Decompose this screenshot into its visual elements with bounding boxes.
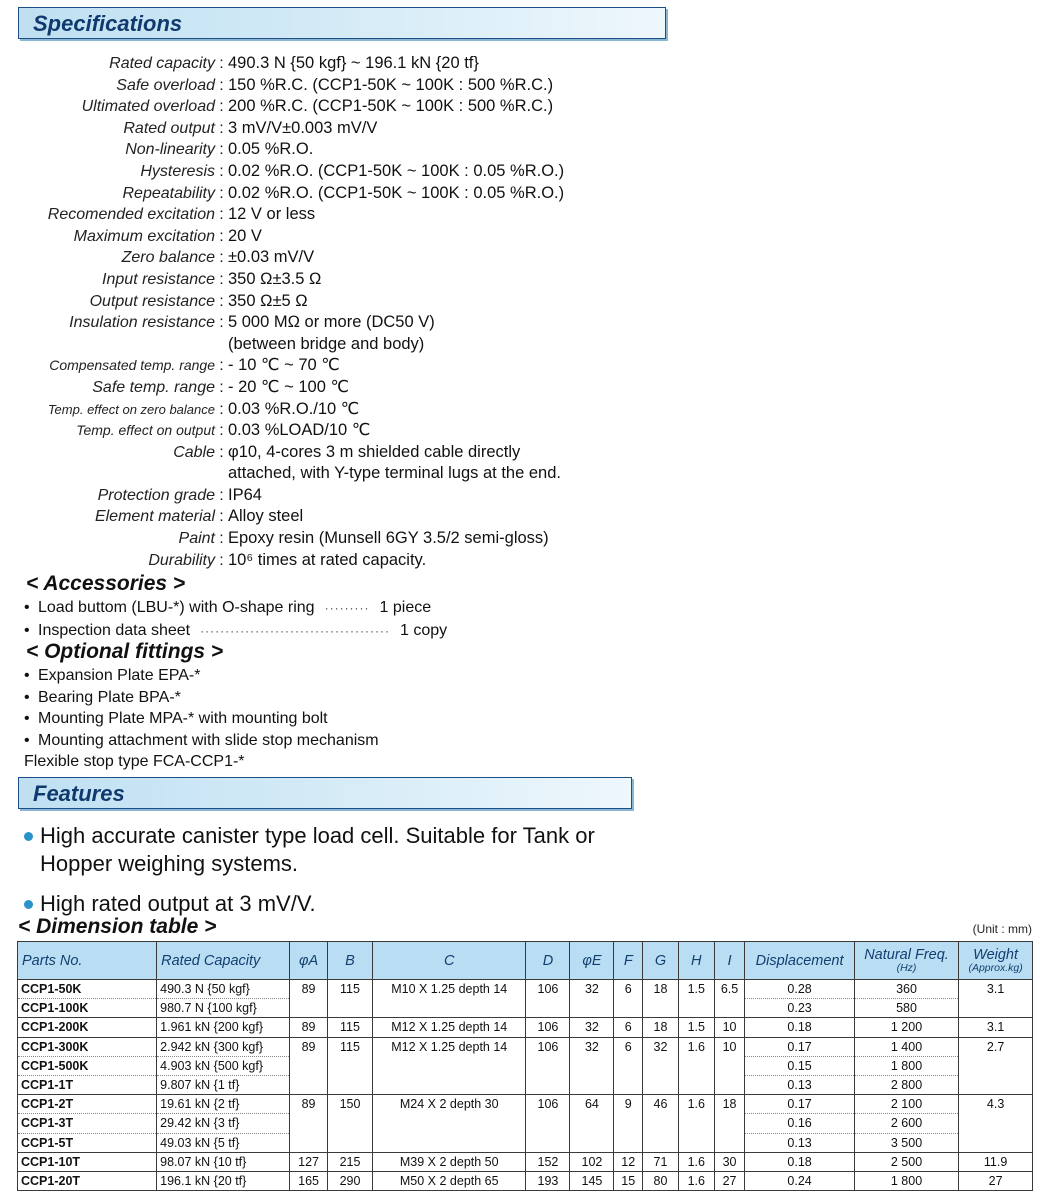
natural-freq-cell: 1 800 [854, 1056, 958, 1075]
features-heading: Features [33, 781, 125, 806]
rated-capacity-cell: 196.1 kN {20 tf} [157, 1171, 290, 1190]
spec-value: Epoxy resin (Munsell 6GY 3.5/2 semi-gloss) [228, 529, 549, 548]
header-c: C [373, 942, 526, 980]
header-h: H [678, 942, 714, 980]
displacement-cell: 0.18 [745, 1018, 854, 1037]
rated-capacity-cell: 29.42 kN {3 tf} [157, 1114, 290, 1133]
header-displacement: Displacement [745, 942, 854, 980]
spec-row [0, 161, 660, 183]
dimension-g-cell: 32 [643, 1037, 679, 1095]
feature-item: High accurate canister type load cell. Suitable for Tank or Hopper weighing systems. [22, 822, 642, 878]
natural-freq-cell: 2 100 [854, 1095, 958, 1114]
spec-row [0, 139, 660, 161]
dimension-e-cell: 32 [570, 1018, 614, 1037]
dimension-g-cell: 18 [643, 980, 679, 1018]
rated-capacity-cell: 98.07 kN {10 tf} [157, 1152, 290, 1171]
spec-colon: : [219, 508, 224, 526]
optional-fitting-item: • Mounting Plate MPA-* with mounting bolt [24, 708, 379, 730]
natural-freq-cell: 2 800 [854, 1075, 958, 1094]
spec-label: Rated output [123, 119, 215, 137]
header-a: φA [290, 942, 328, 980]
dimension-h-cell: 1.6 [678, 1095, 714, 1153]
spec-label: Safe temp. range [92, 378, 215, 396]
part-number-cell: CCP1-20T [18, 1171, 157, 1190]
dimension-d-cell: 106 [526, 1095, 570, 1153]
spec-label: Maximum excitation [73, 227, 215, 245]
header-weight-unit: (Approx.kg) [968, 962, 1023, 974]
dimension-f-cell: 6 [614, 980, 643, 1018]
natural-freq-cell: 3 500 [854, 1133, 958, 1152]
rated-capacity-cell: 980.7 N {100 kgf} [157, 999, 290, 1018]
table-row [18, 1171, 1033, 1190]
header-g: G [643, 942, 679, 980]
part-number-cell: CCP1-10T [18, 1152, 157, 1171]
part-number-cell: CCP1-3T [18, 1114, 157, 1133]
spec-value: 3 mV/V±0.003 mV/V [228, 118, 378, 137]
header-b: B [327, 942, 372, 980]
dimension-b-cell: 215 [327, 1152, 372, 1171]
spec-value: 0.02 %R.O. (CCP1-50K ~ 100K : 0.05 %R.O.) [228, 183, 565, 202]
dimension-h-cell: 1.6 [678, 1037, 714, 1095]
spec-colon: : [219, 378, 224, 396]
header-capacity: Rated Capacity [157, 942, 290, 980]
dimension-i-cell: 27 [714, 1171, 745, 1190]
dimension-g-cell: 80 [643, 1171, 679, 1190]
dimension-a-cell: 89 [290, 1095, 328, 1153]
dimension-c-cell: M24 X 2 depth 30 [373, 1095, 526, 1153]
spec-row [0, 550, 660, 572]
spec-value: 350 Ω±5 Ω [228, 291, 308, 310]
spec-colon: : [219, 55, 224, 72]
weight-cell: 4.3 [959, 1095, 1033, 1153]
dimension-f-cell: 15 [614, 1171, 643, 1190]
spec-row [0, 118, 660, 140]
spec-value: 10⁶ times at rated capacity. [228, 550, 427, 569]
part-number-cell: CCP1-2T [18, 1095, 157, 1114]
dimension-a-cell: 89 [290, 1037, 328, 1095]
dimension-c-cell: M39 X 2 depth 50 [373, 1152, 526, 1171]
table-row [18, 1037, 1033, 1056]
rated-capacity-cell: 19.61 kN {2 tf} [157, 1095, 290, 1114]
specification-list [0, 53, 660, 571]
table-header-row [18, 942, 1033, 980]
spec-label: Protection grade [97, 486, 215, 504]
spec-label: Repeatability [122, 184, 215, 202]
spec-colon: : [219, 486, 224, 504]
spec-colon: : [219, 443, 224, 461]
spec-value: - 10 ℃ ~ 70 ℃ [228, 356, 340, 375]
dimension-a-cell: 89 [290, 1018, 328, 1037]
rated-capacity-cell: 49.03 kN {5 tf} [157, 1133, 290, 1152]
spec-value: Alloy steel [228, 507, 304, 526]
part-number-cell: CCP1-200K [18, 1018, 157, 1037]
spec-row [0, 204, 660, 226]
part-number-cell: CCP1-500K [18, 1056, 157, 1075]
spec-label: Safe overload [116, 76, 215, 94]
spec-colon: : [219, 422, 224, 440]
dimension-i-cell: 10 [714, 1037, 745, 1095]
spec-row [0, 506, 660, 528]
spec-row [0, 53, 660, 75]
header-natural-freq [854, 942, 958, 980]
dimension-d-cell: 193 [526, 1171, 570, 1190]
spec-label: Insulation resistance [69, 314, 215, 332]
features-banner [18, 777, 632, 809]
weight-cell: 2.7 [959, 1037, 1033, 1095]
displacement-cell: 0.17 [745, 1095, 854, 1114]
displacement-cell: 0.15 [745, 1056, 854, 1075]
spec-colon: : [219, 76, 224, 94]
spec-label: Element material [94, 508, 215, 526]
spec-row [0, 528, 660, 550]
dimension-d-cell: 152 [526, 1152, 570, 1171]
natural-freq-cell: 1 400 [854, 1037, 958, 1056]
displacement-cell: 0.13 [745, 1133, 854, 1152]
natural-freq-cell: 2 500 [854, 1152, 958, 1171]
accessories-heading: < Accessories > [26, 572, 186, 595]
header-d: D [526, 942, 570, 980]
spec-value: 150 %R.C. (CCP1-50K ~ 100K : 500 %R.C.) [228, 75, 554, 94]
spec-row [0, 377, 660, 399]
part-number-cell: CCP1-1T [18, 1075, 157, 1094]
optional-fittings-heading: < Optional fittings > [26, 640, 224, 663]
spec-value: 350 Ω±3.5 Ω [228, 269, 322, 288]
displacement-cell: 0.23 [745, 999, 854, 1018]
spec-label: Input resistance [102, 270, 215, 288]
table-row [18, 1152, 1033, 1171]
optional-fitting-item: • Bearing Plate BPA-* [24, 687, 379, 709]
feature-item: High rated output at 3 mV/V. [22, 890, 642, 918]
specifications-banner [18, 7, 666, 39]
dimension-e-cell: 145 [570, 1171, 614, 1190]
dimension-a-cell: 165 [290, 1171, 328, 1190]
dimension-h-cell: 1.5 [678, 1018, 714, 1037]
rated-capacity-cell: 1.961 kN {200 kgf} [157, 1018, 290, 1037]
spec-row [0, 442, 660, 485]
spec-colon: : [219, 314, 224, 332]
spec-label: Ultimated overload [81, 98, 215, 116]
spec-colon: : [219, 141, 224, 159]
dimension-i-cell: 10 [714, 1018, 745, 1037]
accessory-quantity: 1 piece [379, 599, 432, 616]
spec-label: Durability [148, 551, 215, 569]
spec-colon: : [219, 400, 224, 418]
displacement-cell: 0.13 [745, 1075, 854, 1094]
natural-freq-cell: 1 800 [854, 1171, 958, 1190]
optional-fittings-list [24, 665, 379, 773]
dimension-d-cell: 106 [526, 980, 570, 1018]
accessory-name: Load buttom (LBU-*) with O-shape ring [38, 599, 315, 616]
spec-value: 12 V or less [228, 205, 316, 224]
spec-label: Cable [173, 443, 215, 461]
dimension-h-cell: 1.6 [678, 1152, 714, 1171]
dimension-f-cell: 6 [614, 1018, 643, 1037]
spec-value: 20 V [228, 226, 262, 245]
optional-fitting-line: Mounting attachment with slide stop mechanism [38, 731, 379, 749]
spec-label: Temp. effect on zero balance [47, 401, 215, 417]
header-freq-label: Natural Freq. [864, 947, 949, 963]
spec-value: 5 000 MΩ or more (DC50 V) (between bridge and body) [228, 313, 435, 353]
dimension-h-cell: 1.6 [678, 1171, 714, 1190]
spec-label: Output resistance [89, 292, 215, 310]
dimension-b-cell: 150 [327, 1095, 372, 1153]
spec-label: Zero balance [121, 249, 215, 267]
spec-value: φ10, 4-cores 3 m shielded cable directly attached, with Y-type terminal lugs at the end. [228, 442, 561, 483]
weight-cell: 3.1 [959, 980, 1033, 1018]
dimension-c-cell: M10 X 1.25 depth 14 [373, 980, 526, 1018]
spec-value: ±0.03 mV/V [228, 248, 315, 267]
spec-label: Recomended excitation [47, 206, 215, 224]
spec-row [0, 269, 660, 291]
spec-label: Paint [178, 530, 215, 548]
header-e: φE [570, 942, 614, 980]
dimension-b-cell: 115 [327, 1037, 372, 1095]
header-weight-label: Weight [973, 947, 1019, 963]
spec-row [0, 183, 660, 205]
dimension-g-cell: 18 [643, 1018, 679, 1037]
dimension-table [17, 941, 1033, 1191]
spec-colon: : [219, 551, 224, 569]
header-freq-unit: (Hz) [896, 962, 917, 974]
optional-fitting-item [24, 730, 379, 773]
dimension-e-cell: 32 [570, 980, 614, 1018]
displacement-cell: 0.18 [745, 1152, 854, 1171]
dimension-b-cell: 115 [327, 1018, 372, 1037]
dimension-i-cell: 18 [714, 1095, 745, 1153]
spec-row [0, 312, 660, 355]
rated-capacity-cell: 9.807 kN {1 tf} [157, 1075, 290, 1094]
spec-colon: : [219, 162, 224, 180]
dimension-e-cell: 102 [570, 1152, 614, 1171]
part-number-cell: CCP1-50K [18, 980, 157, 999]
spec-row [0, 485, 660, 507]
spec-colon: : [219, 357, 224, 375]
displacement-cell: 0.28 [745, 980, 854, 999]
part-number-cell: CCP1-300K [18, 1037, 157, 1056]
spec-value: IP64 [228, 485, 262, 504]
weight-cell: 27 [959, 1171, 1033, 1190]
weight-cell: 11.9 [959, 1152, 1033, 1171]
spec-value: 0.02 %R.O. (CCP1-50K ~ 100K : 0.05 %R.O.) [228, 161, 565, 180]
spec-value: 0.05 %R.O. [228, 140, 314, 159]
table-row [18, 1095, 1033, 1114]
spec-row [0, 399, 660, 421]
spec-row [0, 291, 660, 313]
displacement-cell: 0.24 [745, 1171, 854, 1190]
accessory-name: Inspection data sheet [38, 621, 191, 639]
header-f: F [614, 942, 643, 980]
spec-label: Rated capacity [109, 55, 215, 72]
dimension-b-cell: 290 [327, 1171, 372, 1190]
accessory-leader-dots: ······································ [200, 623, 390, 638]
weight-cell: 3.1 [959, 1018, 1033, 1037]
optional-fitting-item: • Expansion Plate EPA-* [24, 665, 379, 687]
spec-value: - 20 ℃ ~ 100 ℃ [228, 377, 349, 396]
part-number-cell: CCP1-5T [18, 1133, 157, 1152]
spec-row [0, 96, 660, 118]
accessory-quantity: 1 copy [399, 621, 448, 639]
spec-label: Non-linearity [125, 141, 215, 159]
spec-row [0, 247, 660, 269]
spec-colon: : [219, 206, 224, 224]
header-i: I [714, 942, 745, 980]
spec-value: 490.3 N {50 kgf} ~ 196.1 kN {20 tf} [228, 54, 479, 72]
spec-label: Compensated temp. range [49, 357, 215, 374]
table-row [18, 1018, 1033, 1037]
spec-colon: : [219, 249, 224, 267]
dimension-c-cell: M12 X 1.25 depth 14 [373, 1037, 526, 1095]
unit-note: (Unit : mm) [972, 922, 1032, 936]
dimension-g-cell: 46 [643, 1095, 679, 1153]
dimension-d-cell: 106 [526, 1018, 570, 1037]
dimension-i-cell: 30 [714, 1152, 745, 1171]
dimension-table-body [18, 980, 1033, 1191]
spec-label: Temp. effect on output [76, 422, 215, 439]
spec-label: Hysteresis [140, 162, 215, 180]
dimension-f-cell: 6 [614, 1037, 643, 1095]
displacement-cell: 0.17 [745, 1037, 854, 1056]
header-weight [959, 942, 1033, 980]
dimension-b-cell: 115 [327, 980, 372, 1018]
spec-colon: : [219, 530, 224, 548]
header-parts: Parts No. [18, 942, 157, 980]
spec-row [0, 420, 660, 442]
table-row [18, 980, 1033, 999]
dimension-table-heading: < Dimension table > [18, 915, 217, 938]
optional-fitting-line: Flexible stop type FCA-CCP1-* [24, 753, 245, 770]
spec-row [0, 226, 660, 248]
dimension-g-cell: 71 [643, 1152, 679, 1171]
spec-colon: : [219, 292, 224, 310]
dimension-c-cell: M50 X 2 depth 65 [373, 1171, 526, 1190]
spec-value: 0.03 %R.O./10 ℃ [228, 399, 360, 418]
spec-row [0, 355, 660, 377]
natural-freq-cell: 1 200 [854, 1018, 958, 1037]
displacement-cell: 0.16 [745, 1114, 854, 1133]
spec-colon: : [219, 184, 224, 202]
spec-colon: : [219, 227, 224, 245]
spec-colon: : [219, 270, 224, 288]
accessory-item [24, 597, 447, 620]
rated-capacity-cell: 2.942 kN {300 kgf} [157, 1037, 290, 1056]
spec-colon: : [219, 98, 224, 116]
rated-capacity-cell: 4.903 kN {500 kgf} [157, 1056, 290, 1075]
dimension-d-cell: 106 [526, 1037, 570, 1095]
rated-capacity-cell: 490.3 N {50 kgf} [157, 980, 290, 999]
spec-row [0, 75, 660, 97]
dimension-i-cell: 6.5 [714, 980, 745, 1018]
accessory-leader-dots: ········· [324, 601, 370, 615]
accessory-item [24, 620, 447, 643]
dimension-h-cell: 1.5 [678, 980, 714, 1018]
dimension-c-cell: M12 X 1.25 depth 14 [373, 1018, 526, 1037]
natural-freq-cell: 360 [854, 980, 958, 999]
dimension-e-cell: 64 [570, 1095, 614, 1153]
natural-freq-cell: 580 [854, 999, 958, 1018]
dimension-a-cell: 89 [290, 980, 328, 1018]
spec-colon: : [219, 119, 224, 137]
accessories-list [24, 597, 447, 642]
specifications-heading: Specifications [33, 11, 183, 36]
dimension-e-cell: 32 [570, 1037, 614, 1095]
dimension-f-cell: 9 [614, 1095, 643, 1153]
dimension-f-cell: 12 [614, 1152, 643, 1171]
natural-freq-cell: 2 600 [854, 1114, 958, 1133]
features-list [22, 822, 642, 930]
part-number-cell: CCP1-100K [18, 999, 157, 1018]
dimension-a-cell: 127 [290, 1152, 328, 1171]
spec-value: 0.03 %LOAD/10 ℃ [228, 421, 371, 440]
spec-value: 200 %R.C. (CCP1-50K ~ 100K : 500 %R.C.) [228, 97, 554, 116]
